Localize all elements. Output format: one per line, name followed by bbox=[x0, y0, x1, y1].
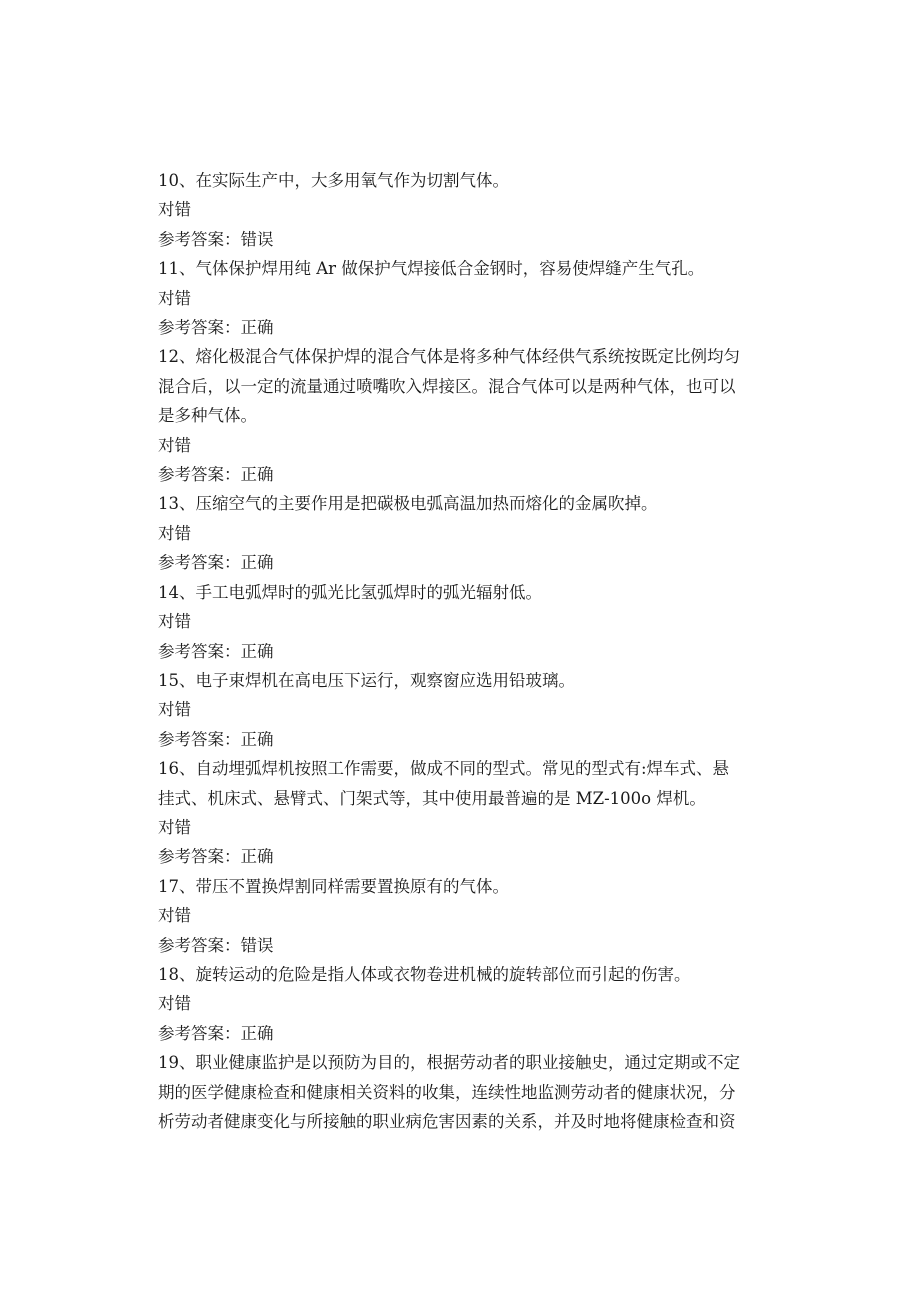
question-block bbox=[158, 666, 768, 754]
reference-answer: 参考答案：正确 bbox=[158, 729, 274, 749]
answer-options: 对错 bbox=[158, 817, 191, 837]
question-block bbox=[158, 254, 768, 342]
reference-answer: 参考答案：正确 bbox=[158, 465, 274, 485]
reference-answer: 参考答案：正确 bbox=[158, 1023, 274, 1043]
answer-options: 对错 bbox=[158, 288, 191, 308]
question-text-continued: 是多种气体。 bbox=[158, 406, 257, 426]
question-block bbox=[158, 166, 768, 254]
question-text: 13、压缩空气的主要作用是把碳极电弧高温加热而熔化的金属吹掉。 bbox=[158, 494, 658, 514]
document-page bbox=[158, 166, 768, 1136]
question-block bbox=[158, 872, 768, 960]
question-number: 10、 bbox=[158, 171, 196, 190]
question-text: 16、自动埋弧焊机按照工作需要，做成不同的型式。常见的型式有:焊车式、悬 bbox=[158, 759, 730, 779]
question-text: 11、气体保护焊用纯 Ar 做保护气焊接低合金钢时，容易使焊缝产生气孔。 bbox=[158, 259, 705, 279]
reference-answer: 参考答案：正确 bbox=[158, 641, 274, 661]
question-block bbox=[158, 578, 768, 666]
reference-answer: 参考答案：正确 bbox=[158, 553, 274, 573]
question-number: 16、 bbox=[158, 759, 196, 779]
answer-options: 对错 bbox=[158, 700, 191, 720]
answer-options: 对错 bbox=[158, 435, 191, 455]
question-text: 12、熔化极混合气体保护焊的混合气体是将多种气体经供气系统按既定比例均匀 bbox=[158, 347, 740, 367]
question-text: 19、职业健康监护是以预防为目的，根据劳动者的职业接触史，通过定期或不定 bbox=[158, 1053, 740, 1073]
answer-options: 对错 bbox=[158, 200, 191, 220]
question-block bbox=[158, 489, 768, 577]
question-text-continued: 析劳动者健康变化与所接触的职业病危害因素的关系，并及时地将健康检查和资 bbox=[158, 1112, 736, 1131]
question-block bbox=[158, 1048, 768, 1136]
question-text: 14、手工电弧焊时的弧光比氢弧焊时的弧光辐射低。 bbox=[158, 582, 542, 602]
answer-options: 对错 bbox=[158, 612, 191, 632]
question-number: 18、 bbox=[158, 964, 196, 984]
answer-options: 对错 bbox=[158, 523, 191, 543]
reference-answer: 参考答案：错误 bbox=[158, 935, 274, 955]
question-block bbox=[158, 960, 768, 1048]
question-text: 10、在实际生产中，大多用氧气作为切割气体。 bbox=[158, 171, 509, 190]
question-block bbox=[158, 342, 768, 489]
question-text-continued: 挂式、机床式、悬臂式、门架式等，其中使用最普遍的是 MZ-100o 焊机。 bbox=[158, 788, 706, 808]
reference-answer: 参考答案：错误 bbox=[158, 229, 274, 249]
question-text: 15、电子束焊机在高电压下运行，观察窗应选用铅玻璃。 bbox=[158, 670, 575, 690]
question-text: 18、旋转运动的危险是指人体或衣物卷进机械的旋转部位而引起的伤害。 bbox=[158, 964, 691, 984]
question-text: 17、带压不置换焊割同样需要置换原有的气体。 bbox=[158, 876, 509, 896]
question-number: 17、 bbox=[158, 876, 196, 896]
question-number: 15、 bbox=[158, 670, 196, 690]
question-number: 14、 bbox=[158, 582, 196, 602]
reference-answer: 参考答案：正确 bbox=[158, 847, 274, 867]
answer-options: 对错 bbox=[158, 994, 191, 1014]
question-number: 12、 bbox=[158, 347, 196, 367]
question-number: 11、 bbox=[158, 259, 196, 279]
question-text-continued: 期的医学健康检查和健康相关资料的收集，连续性地监测劳动者的健康状况，分 bbox=[158, 1082, 736, 1102]
reference-answer: 参考答案：正确 bbox=[158, 318, 274, 338]
question-number: 13、 bbox=[158, 494, 196, 514]
question-text-continued: 混合后，以一定的流量通过喷嘴吹入焊接区。混合气体可以是两种气体，也可以 bbox=[158, 376, 736, 396]
question-block bbox=[158, 754, 768, 872]
question-number: 19、 bbox=[158, 1053, 196, 1073]
answer-options: 对错 bbox=[158, 906, 191, 926]
